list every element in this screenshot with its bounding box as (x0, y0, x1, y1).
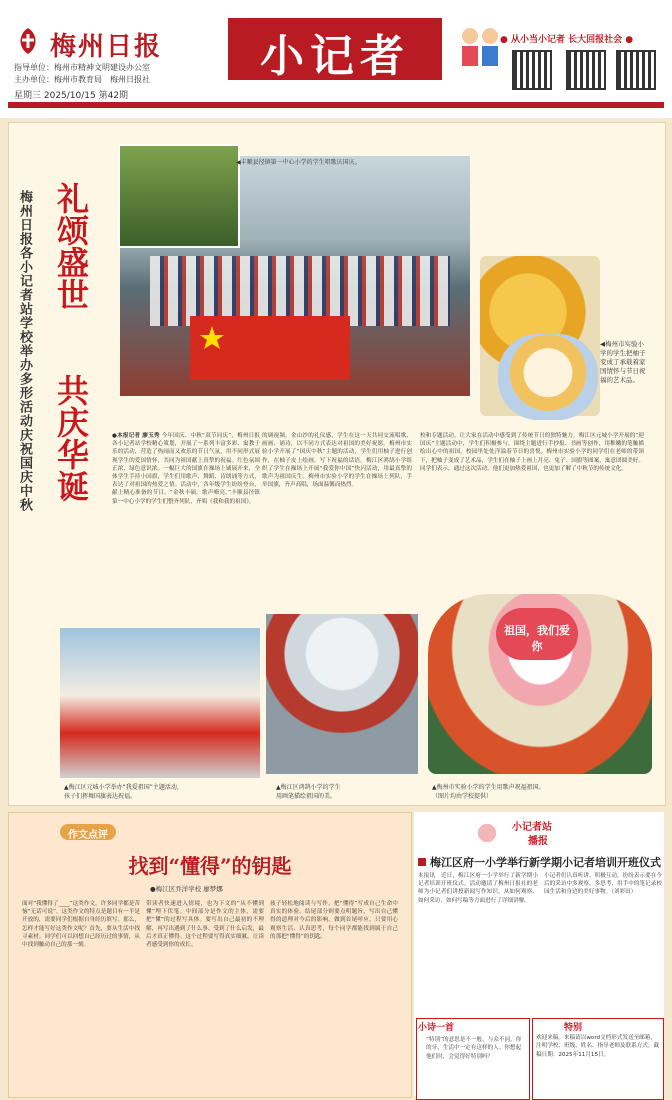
issue-info: 星期三 2025/10/15 第42期 (14, 91, 129, 101)
photo-caption: ▲梅江区鸿鹄小学的学生 (276, 784, 341, 791)
news-logo-label: 小记者站 (512, 822, 552, 833)
photo-caption: ▲梅州市实验小学的学生用歌声祝福祖国。 (432, 784, 545, 791)
kids-singing-photo (118, 144, 240, 248)
pomelo-rabbit-photo (498, 334, 598, 420)
section-tag-label: 作文点评 (68, 830, 108, 841)
section-title: 小记者 (260, 31, 410, 82)
photo-caption: ◀梅州市实验小学的学生把柚子变成了承载着家国情怀与节日祝福的艺术品。 (600, 340, 646, 384)
qr-code-icon[interactable] (616, 50, 656, 90)
article-column: 校和专题活动，让大家在活动中感受到了传统节日的独特魅力。梅江区元城小学开展的“迎国庆”主题活动中，学生们积极参与，围绕主题进行手抄报、书画等创作，用稚嫩的笔触描绘出心中的祖国。校园里处处洋溢着节日的喜悦。梅州市实验小学的同学们在老师的带领下，把柚子变成了艺术品，学生们在柚子上画上月亮、兔子、国旗等图案，寓意团圆美好。同学们表示，通过这次活动，他们更加热爱祖国，也更加了解了中秋节的传统文化。 (420, 433, 644, 472)
national-flag-photo (190, 316, 350, 380)
notice-tag: 特别 (564, 1023, 583, 1033)
comment-column: 孩子轻松地阅读与写作，把“懂得”写成自己生命中真实的体验。结尾部分则要点明题旨，写出自己懂得的道理对今后的影响，做到首尾呼应。只要用心观察生活、认真思考，每个同学都能找到属于自己的那把“懂得”的钥匙。 (270, 901, 398, 940)
news-column: 本报讯 近日，梅江区府一小学举行了新学期小记者培训开班仪式。活动邀请了梅州日报社的老师为小记者们讲授新闻写作知识，从如何观察、如何采访、如何写稿等方面进行了详细讲解。 (418, 873, 538, 904)
article-text: 今年国庆、中秋“双节同庆”，梅州日报各小记者站学校精心策划，开展了一系列丰富多彩、寓教于乐的活动，营造了热闹而又欢乐的节日气氛，用不同形式展现学生的爱国情怀，共同为祖国献上真挚的祝福。红色氛围正浓、绿色意识浓。一幅巨大的国旗在操场上铺展开来，全体学生手持小国旗，学生们用歌声、舞蹈、诗朗诵等方式，表达了对祖国的热爱之情。活动中，各年级学生纷纷登台，献上精心准备的节目。“金秋丰硕，歌声嘹亮。”丰顺县径镇第一中心小学的学生们整齐列队，齐唱《我和我的祖国》。 (112, 433, 260, 505)
notice-text: 欢迎来稿。来稿请以word文档形式发送至邮箱，注明学校、班级、姓名、指导老师及联系方式。截稿日期：2025年11月15日。 (536, 1035, 660, 1058)
poem-tag: 小诗一首 (418, 1023, 455, 1033)
feature-subhead: 梅州日报各小记者站学校举办多形活动庆祝国庆中秋 (17, 190, 32, 512)
slogan: ● 从小当小记者 长大回报社会 ● (500, 35, 634, 45)
comment-column: 带读者快速进入情境，也为下文的“从不懂到懂”埋下伏笔。中间部分是作文的主体，需要把“懂”的过程写具体。要写出自己最初的不理解，再写出遇到了什么事、受到了什么启发，最后才真正懂得。这个过程要写得真实细腻，让读者感受到你的成长。 (146, 901, 264, 949)
photo-caption: （图片均由学校提供） (432, 793, 493, 800)
title-bullet-icon (418, 858, 426, 866)
article-column: 的调视频。金山沙的礼仪感，学生在这一天共同交流唱歌、画画、诵诗，以不同方式表达对祖国的美好祝愿。梅州市实验小学开展了“国庆中秋”主题的活动，学生们用柚子进行创作，在柚子皮上绘画，写下祝福的话语。梅江区鸿鹄小学组织了学生在操场上开展“我爱你中国”快闪活动，用最真挚的歌声为祖国庆生。梅州市实验小学的学生在操场上列队，手举国旗，齐声高唱，场面温馨而热烈。 (262, 433, 412, 489)
photo-caption: 孩子们挥舞国旗表达祝福。 (64, 793, 137, 800)
header-divider (8, 102, 664, 108)
photo-caption: 用画笔描绘祖国的美。 (276, 793, 337, 800)
photo-caption: ◀丰顺县径镇第一中心小学的学生唱歌庆国庆。 (236, 159, 361, 166)
feature-headline: 共庆华诞 (52, 374, 90, 502)
article-column (112, 432, 260, 622)
photo-caption: ▲梅江区元城小学举办“我爱祖国”主题活动， (64, 784, 183, 791)
kids-illustration-icon (458, 22, 502, 70)
host-line: 主办单位：梅州市教育局 梅州日报社 (14, 75, 150, 84)
reporter-pen-icon (470, 818, 504, 848)
qr-code-icon[interactable] (566, 50, 606, 90)
painting-students-photo (266, 614, 418, 774)
comment-column: 面对“我懂得了____”这类作文，许多同学都是苦恼“无话可说”。这类作文的特点是题目有一半是开放的，需要同学们根据自身经历填写。那么，怎样才能写好这类作文呢？首先，要从生活中找寻素材。同学们可以回想自己经历过的事情，从中找到触动自己的那一刻。 (22, 901, 140, 949)
poem-text: “特别”的意思是不一般，与众不同。你的牙，生活中一定有这样的人。你想起他们时，会觉得好特别吗？ (426, 1037, 522, 1060)
news-title: 梅江区府一小学举行新学期小记者培训开班仪式 (430, 856, 661, 869)
flag-ceremony-photo (60, 628, 260, 778)
newspaper-logo-icon (14, 26, 42, 56)
news-column: 小记者们认真听讲、积极互动，纷纷表示要在今后的采访中多观察、多思考，用手中的笔记录校园生活和身边的美好事物。（刘彩田） (544, 873, 662, 896)
qr-code-icon[interactable] (512, 50, 552, 90)
feature-headline: 礼颂盛世 (52, 182, 90, 310)
comment-author: ●梅江区乔洋学校 廖梦娜 (150, 885, 223, 893)
byline: ●本报记者 廖玉秀 (112, 433, 160, 439)
host-info (14, 62, 150, 86)
host-line: 指导单位：梅州市精神文明建设办公室 (14, 63, 150, 72)
news-logo-label: 播报 (528, 836, 548, 847)
comment-title: 找到“懂得”的钥匙 (128, 854, 292, 878)
heart-balloon-text: 祖国，我们爱你 (504, 624, 570, 653)
paper-name: 梅州日报 (50, 32, 163, 62)
